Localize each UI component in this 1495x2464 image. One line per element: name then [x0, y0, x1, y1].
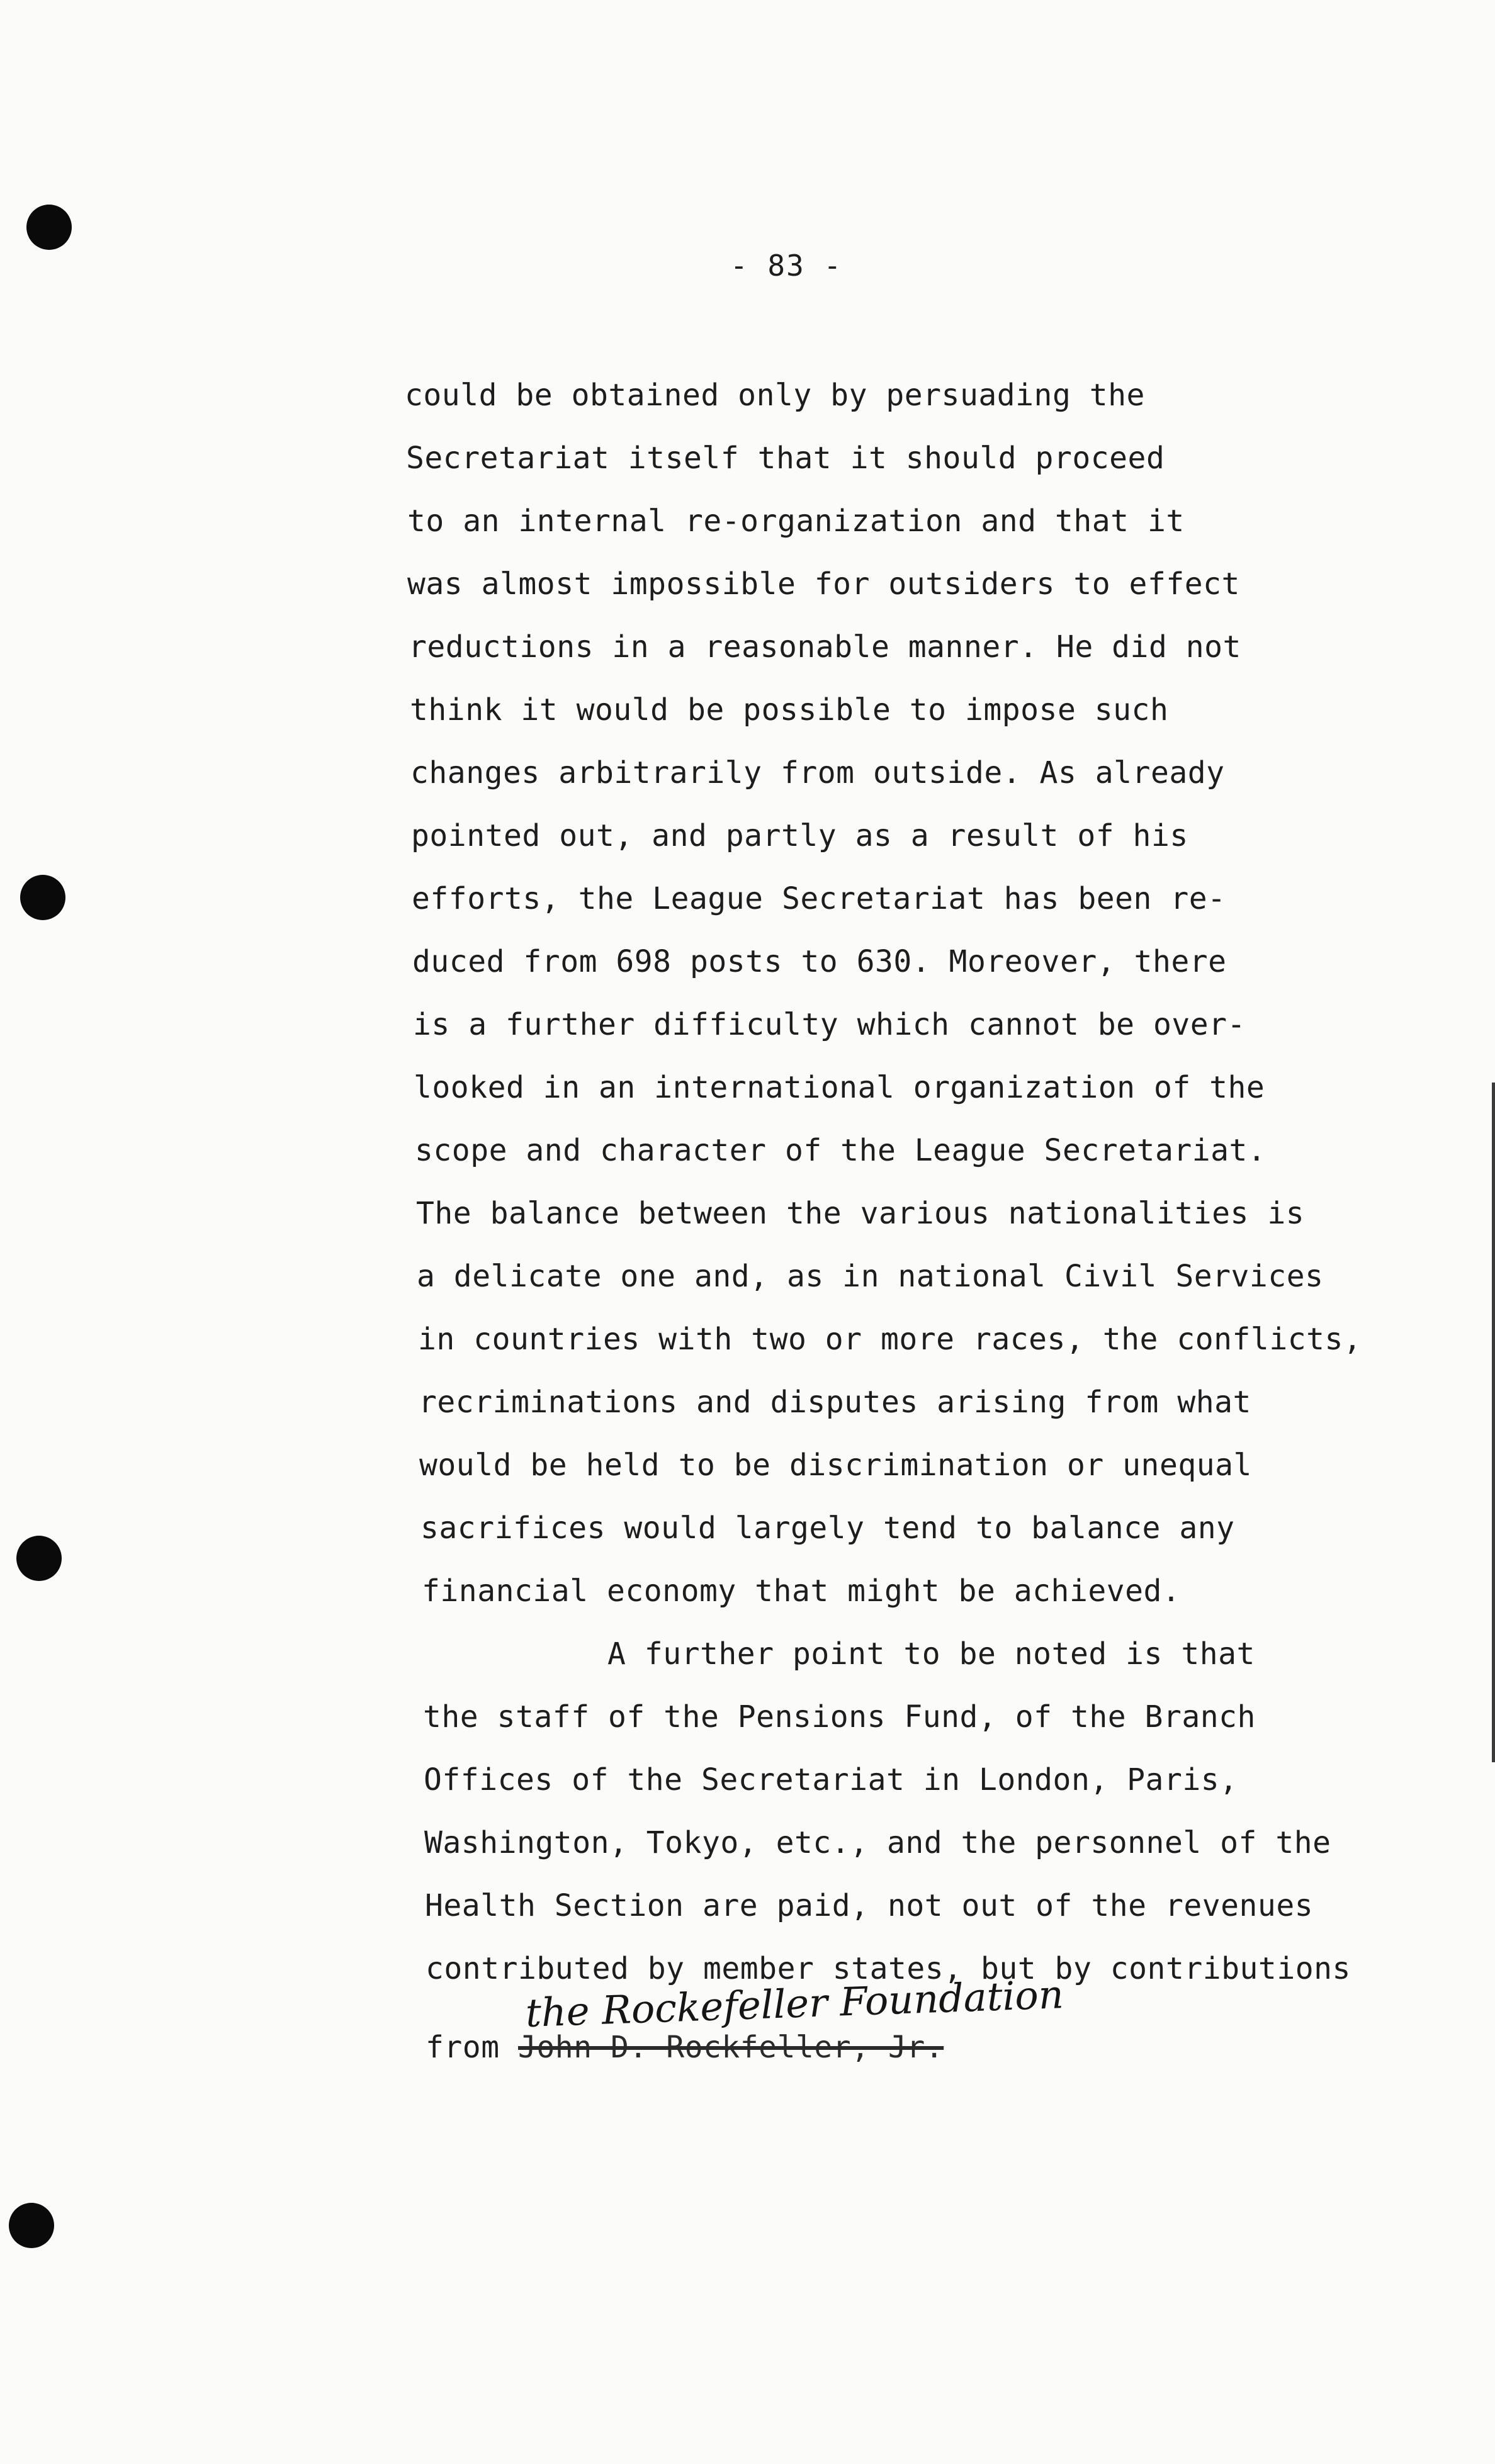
last-line-prefix: from	[426, 2030, 518, 2065]
text-line: the staff of the Pensions Fund, of the Branch	[423, 1699, 1256, 1735]
text-line: The balance between the various nationalities is	[416, 1196, 1305, 1231]
text-line: could be obtained only by persuading the	[405, 378, 1145, 413]
text-line: sacrifices would largely tend to balance any	[420, 1510, 1235, 1546]
text-line: Offices of the Secretariat in London, Paris,	[424, 1762, 1238, 1797]
punch-hole	[9, 2203, 54, 2248]
text-line: Secretariat itself that it should proceed	[406, 441, 1165, 476]
punch-hole	[20, 875, 65, 920]
text-line: to an internal re-organization and that it	[407, 503, 1185, 539]
text-line: Health Section are paid, not out of the revenues	[425, 1888, 1314, 1923]
text-line: A further point to be noted is that	[607, 1636, 1255, 1672]
text-line-last	[426, 2030, 944, 2065]
text-line: recriminations and disputes arising from what	[419, 1385, 1251, 1420]
text-line: financial economy that might be achieved.	[422, 1573, 1181, 1609]
handwritten-correction: the Rockefeller Foundation	[524, 1971, 1064, 2036]
text-line: was almost impossible for outsiders to effect	[407, 566, 1240, 602]
text-line: pointed out, and partly as a result of his	[411, 818, 1188, 853]
text-line: looked in an international organization of the	[414, 1070, 1265, 1105]
text-line: in countries with two or more races, the conflicts,	[418, 1322, 1362, 1357]
punch-hole	[26, 205, 72, 250]
punch-hole	[16, 1536, 62, 1581]
struck-out-text: John D. Rockfeller, Jr.	[518, 2030, 944, 2065]
text-line: is a further difficulty which cannot be over-	[413, 1007, 1246, 1042]
text-line: would be held to be discrimination or unequal	[419, 1448, 1252, 1483]
text-line: efforts, the League Secretariat has been re-	[412, 881, 1226, 916]
text-line: reductions in a reasonable manner. He did not	[409, 629, 1241, 665]
text-line: scope and character of the League Secretariat.	[415, 1133, 1267, 1168]
text-line: duced from 698 posts to 630. Moreover, there	[412, 944, 1227, 979]
text-line: a delicate one and, as in national Civil Services	[417, 1259, 1324, 1294]
text-line: changes arbitrarily from outside. As already	[410, 755, 1225, 790]
text-line: contributed by member states, but by contributions	[426, 1951, 1351, 1986]
page-edge-shadow	[1492, 1083, 1495, 1762]
text-line: Washington, Tokyo, etc., and the personnel of the	[424, 1825, 1331, 1860]
page-number: - 83 -	[730, 249, 843, 283]
text-line: think it would be possible to impose such	[410, 692, 1169, 728]
